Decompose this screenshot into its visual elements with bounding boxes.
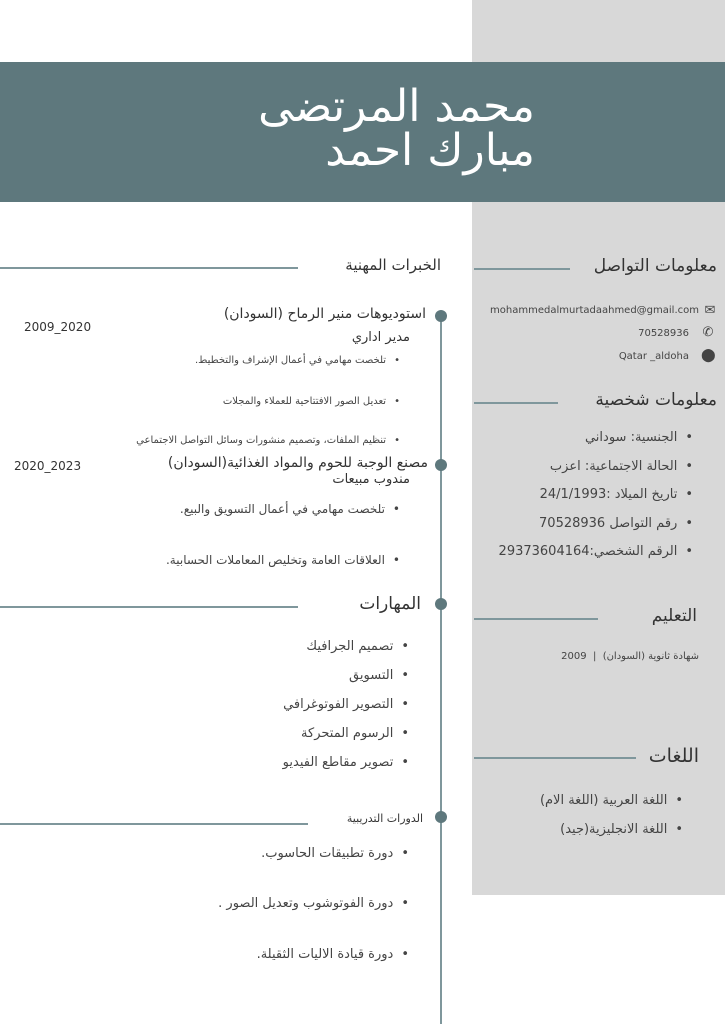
timeline-dot bbox=[435, 459, 447, 471]
education-year: 2009 bbox=[561, 651, 587, 662]
list-item: • تاريخ الميلاد :24/1/1993 bbox=[499, 487, 693, 516]
list-item: • دورة الفوتوشوب وتعديل الصور . bbox=[218, 896, 409, 911]
education-title: التعليم bbox=[651, 606, 697, 626]
list-item: • التسويق bbox=[283, 668, 409, 697]
timeline-dot bbox=[435, 811, 447, 823]
list-item: • تصميم الجرافيك bbox=[283, 639, 409, 668]
divider bbox=[474, 757, 636, 759]
job-role: مندوب مبيعات bbox=[332, 472, 410, 487]
experience-title: الخبرات المهنية bbox=[345, 256, 441, 274]
languages-list bbox=[540, 793, 683, 851]
list-item: • اللغة العربية (اللغة الام) bbox=[540, 793, 683, 822]
languages-title: اللغات bbox=[648, 745, 699, 767]
list-item: • اللغة الانجليزية(جيد) bbox=[540, 822, 683, 851]
skills-title: المهارات bbox=[359, 594, 421, 614]
timeline-line bbox=[440, 315, 442, 1024]
timeline-dot bbox=[435, 310, 447, 322]
name-line2: مبارك احمد bbox=[325, 125, 535, 176]
timeline-dot bbox=[435, 598, 447, 610]
divider bbox=[474, 268, 570, 270]
list-item: • تصوير مقاطع الفيديو bbox=[283, 755, 409, 784]
job-dates: 2020_2023 bbox=[14, 459, 82, 473]
list-item: • الجنسية: سوداني bbox=[499, 430, 693, 459]
divider bbox=[474, 402, 558, 404]
list-item: • دورة تطبيقات الحاسوب. bbox=[261, 846, 409, 861]
personal-title: معلومات شخصية bbox=[595, 390, 717, 410]
skills-list bbox=[283, 639, 409, 784]
list-item: • الرسوم المتحركة bbox=[283, 726, 409, 755]
list-item: • رقم التواصل 70528936 bbox=[499, 516, 693, 545]
divider bbox=[474, 618, 598, 620]
task-item: • تلخصت مهامي في أعمال الإشراف والتخطيط. bbox=[195, 355, 400, 366]
divider bbox=[0, 606, 298, 608]
name-line1: محمد المرتضى bbox=[258, 81, 535, 132]
job-role: مدير اداري bbox=[351, 330, 410, 345]
task-item: • تلخصت مهامي في أعمال التسويق والبيع. bbox=[180, 502, 400, 516]
task-item: • العلاقات العامة وتخليص المعاملات الحسابية. bbox=[166, 553, 400, 567]
personal-list bbox=[499, 430, 693, 573]
education-degree: شهادة ثانوية (السودان) bbox=[602, 651, 699, 662]
courses-title: الدورات التدريبية bbox=[346, 812, 423, 825]
list-item: • الرقم الشخصي:29373604164 bbox=[499, 544, 693, 573]
envelope-icon: ✉ bbox=[704, 303, 716, 318]
task-item: • تعديل الصور الافتتاحية للعملاء والمجلات bbox=[223, 396, 400, 407]
education-item: شهادة ثانوية (السودان) | 2009 bbox=[561, 651, 699, 662]
task-item: • تنظيم الملفات، وتصميم منشورات وسائل التواصل الاجتماعي bbox=[136, 435, 400, 446]
location-text: Qatar _aldoha bbox=[618, 351, 689, 362]
phone-icon: ✆ bbox=[702, 325, 714, 340]
location-pin-icon: ⬤ bbox=[701, 348, 716, 363]
divider bbox=[0, 267, 298, 269]
job-company: استوديوهات منير الرماح (السودان) bbox=[223, 306, 426, 322]
job-company: مصنع الوجبة للحوم والمواد الغذائية(السودان) bbox=[167, 455, 428, 471]
job-dates: 2009_2020 bbox=[24, 320, 92, 334]
email-text: mohammedalmurtadaahmed@gmail.com bbox=[490, 305, 699, 316]
list-item: • الحالة الاجتماعية: اعزب bbox=[499, 459, 693, 488]
phone-text: 70528936 bbox=[638, 328, 689, 339]
contact-title: معلومات التواصل bbox=[593, 256, 717, 276]
divider bbox=[0, 823, 308, 825]
list-item: • التصوير الفوتوغرافي bbox=[283, 697, 409, 726]
list-item: • دورة قيادة الاليات الثقيلة. bbox=[257, 947, 409, 962]
